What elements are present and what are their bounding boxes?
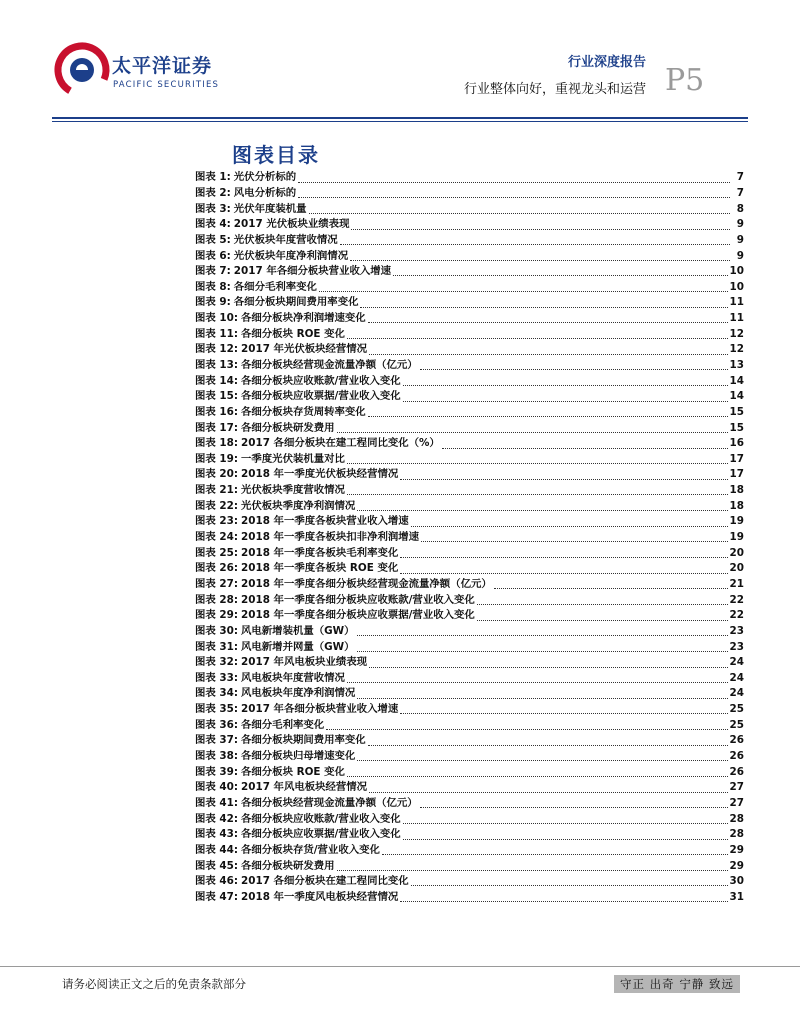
toc-entry-page: 9 (736, 233, 744, 246)
toc-leader-dots (403, 827, 728, 840)
toc-leader-dots (368, 404, 728, 417)
toc-entry-page: 11 (729, 296, 744, 309)
toc-entry-label: 图表 3: (195, 202, 231, 215)
toc-entry-page: 31 (729, 890, 744, 903)
toc-leader-dots (411, 514, 728, 527)
toc-leader-dots (357, 623, 728, 636)
toc-entry-text: 2018 年一季度各板块扣非净利润增速 (241, 531, 420, 544)
toc-entry-text: 各细分板块期间费用率变化 (233, 296, 359, 309)
toc-entry-text: 2017 年各细分板块营业收入增速 (233, 265, 392, 278)
toc-leader-dots (400, 561, 727, 574)
toc-entry-label: 图表 44: (195, 843, 239, 856)
toc-entry[interactable] (195, 248, 744, 264)
toc-entry-text: 各细分板块存货/营业收入变化 (241, 843, 380, 856)
toc-entry-label: 图表 23: (195, 515, 239, 528)
footer-motto: 守正 出奇 宁静 致远 (614, 975, 740, 993)
toc-entry-text: 各细分板块应收账款/营业收入变化 (241, 374, 401, 387)
toc-leader-dots (369, 655, 727, 668)
toc-entry-label: 图表 4: (195, 218, 231, 231)
toc-entry-page: 9 (736, 249, 744, 262)
toc-entry-page: 7 (736, 171, 744, 184)
toc-entry[interactable] (195, 827, 744, 843)
toc-entry[interactable] (195, 561, 744, 577)
toc-entry[interactable] (195, 170, 744, 186)
toc-entry-label: 图表 47: (195, 890, 239, 903)
toc-entry-page: 20 (729, 546, 744, 559)
toc-leader-dots (477, 608, 728, 621)
toc-entry-page: 12 (729, 343, 744, 356)
toc-entry-text: 光伏板块年度营收情况 (233, 233, 338, 246)
header-divider-thin (52, 121, 748, 122)
toc-entry[interactable] (195, 514, 744, 530)
toc-entry[interactable] (195, 186, 744, 202)
toc-entry-label: 图表 18: (195, 437, 239, 450)
toc-entry-text: 各细分板块应收票据/营业收入变化 (241, 828, 401, 841)
toc-entry-page: 19 (729, 515, 744, 528)
toc-entry-label: 图表 31: (195, 640, 239, 653)
toc-entry-page: 30 (729, 875, 744, 888)
footer-disclaimer: 请务必阅读正文之后的免责条款部分 (62, 977, 246, 991)
toc-entry-text: 各细分板块应收票据/营业收入变化 (241, 390, 401, 403)
toc-leader-dots (369, 780, 727, 793)
toc-entry-page: 15 (729, 421, 744, 434)
toc-entry-page: 28 (729, 812, 744, 825)
toc-entry[interactable] (195, 764, 744, 780)
toc-entry[interactable] (195, 264, 744, 280)
toc-entry-page: 21 (729, 577, 744, 590)
toc-entry[interactable] (195, 373, 744, 389)
toc-leader-dots (357, 686, 727, 699)
toc-leader-dots (400, 889, 727, 902)
toc-entry-text: 光伏板块季度净利润情况 (241, 499, 356, 512)
toc-entry[interactable] (195, 624, 744, 640)
toc-entry-text: 风电分析标的 (233, 186, 297, 199)
toc-entry[interactable] (195, 717, 744, 733)
toc-entry[interactable] (195, 311, 744, 327)
toc-entry-label: 图表 10: (195, 312, 239, 325)
toc-entry-page: 14 (729, 374, 744, 387)
toc-entry-page: 24 (729, 687, 744, 700)
toc-entry-label: 图表 1: (195, 171, 231, 184)
toc-leader-dots (403, 373, 728, 386)
toc-entry-page: 16 (729, 437, 744, 450)
toc-entry[interactable] (195, 577, 744, 593)
company-logo (52, 40, 112, 100)
toc-entry-label: 图表 12: (195, 343, 239, 356)
toc-entry[interactable] (195, 686, 744, 702)
toc-entry-text: 风电板块年度净利润情况 (241, 687, 356, 700)
toc-entry-text: 风电新增装机量（GW） (241, 624, 355, 637)
toc-entry[interactable] (195, 467, 744, 483)
toc-list (195, 170, 744, 905)
toc-entry-label: 图表 26: (195, 562, 239, 575)
toc-leader-dots (340, 232, 730, 245)
toc-entry-text: 光伏板块季度营收情况 (241, 484, 345, 497)
toc-entry-label: 图表 27: (195, 577, 239, 590)
toc-entry-text: 各细分板块存货周转率变化 (241, 405, 366, 418)
toc-entry-text: 各细分板块 ROE 变化 (241, 327, 345, 340)
toc-entry-text: 2017 年风电板块经营情况 (241, 781, 368, 794)
toc-entry-text: 2017 光伏板块业绩表现 (233, 218, 350, 231)
toc-leader-dots (420, 357, 728, 370)
toc-entry-page: 26 (729, 765, 744, 778)
toc-entry-text: 各细分板块归母增速变化 (241, 750, 356, 763)
toc-entry[interactable] (195, 608, 744, 624)
toc-entry[interactable] (195, 389, 744, 405)
toc-entry-label: 图表 38: (195, 750, 239, 763)
toc-leader-dots (347, 670, 728, 683)
toc-entry-page: 27 (729, 781, 744, 794)
toc-entry-page: 18 (729, 484, 744, 497)
toc-leader-dots (347, 326, 728, 339)
toc-leader-dots (382, 842, 728, 855)
toc-leader-dots (309, 201, 730, 214)
toc-entry[interactable] (195, 217, 744, 233)
toc-entry-text: 各细分板块应收账款/营业收入变化 (241, 812, 401, 825)
toc-entry-text: 各细分板块 ROE 变化 (241, 765, 345, 778)
toc-entry-label: 图表 33: (195, 671, 239, 684)
toc-entry-page: 27 (729, 796, 744, 809)
toc-entry[interactable] (195, 420, 744, 436)
toc-entry-page: 29 (729, 859, 744, 872)
toc-leader-dots (357, 639, 728, 652)
toc-entry[interactable] (195, 796, 744, 812)
toc-entry-label: 图表 20: (195, 468, 239, 481)
toc-leader-dots (494, 576, 728, 589)
toc-entry-label: 图表 19: (195, 452, 239, 465)
toc-entry-text: 各细分板块经营现金流量净额（亿元） (241, 359, 418, 371)
toc-entry-text: 一季度光伏装机量对比 (241, 452, 345, 465)
toc-leader-dots (368, 733, 728, 746)
toc-entry-page: 23 (729, 640, 744, 653)
toc-entry-page: 17 (729, 468, 744, 481)
toc-entry-text: 2018 年一季度各板块毛利率变化 (241, 546, 399, 559)
toc-entry-label: 图表 32: (195, 656, 239, 669)
toc-entry-text: 2018 年一季度各细分板块经营现金流量净额（亿元） (241, 577, 492, 590)
toc-entry-text: 各细分板块研发费用 (241, 859, 335, 872)
toc-entry-label: 图表 11: (195, 327, 239, 340)
header-divider (52, 117, 748, 119)
toc-leader-dots (393, 263, 728, 276)
toc-leader-dots (337, 420, 728, 433)
toc-leader-dots (350, 248, 730, 261)
toc-entry-text: 2017 各细分板块在建工程同比变化（%） (241, 437, 440, 450)
toc-leader-dots (357, 498, 727, 511)
toc-entry[interactable] (195, 780, 744, 796)
toc-entry[interactable] (195, 498, 744, 514)
report-type: 行业深度报告 (567, 55, 646, 70)
toc-entry-label: 图表 36: (195, 718, 239, 731)
toc-entry-page: 23 (729, 624, 744, 637)
toc-entry[interactable] (195, 483, 744, 499)
toc-entry-page: 8 (736, 202, 744, 215)
toc-entry[interactable] (195, 342, 744, 358)
toc-entry-label: 图表 30: (195, 624, 239, 637)
toc-entry-page: 24 (729, 671, 744, 684)
toc-leader-dots (403, 811, 728, 824)
toc-entry[interactable] (195, 811, 744, 827)
toc-leader-dots (400, 467, 727, 480)
toc-entry-label: 图表 6: (195, 249, 231, 262)
toc-entry-label: 图表 35: (195, 703, 239, 716)
toc-entry-label: 图表 25: (195, 546, 239, 559)
toc-entry[interactable] (195, 405, 744, 421)
toc-entry-page: 25 (729, 703, 744, 716)
toc-entry-page: 17 (729, 452, 744, 465)
brand-name-en: PACIFIC SECURITIES (113, 80, 220, 90)
toc-entry-text: 2018 年一季度各板块 ROE 变化 (241, 562, 399, 575)
toc-entry[interactable] (195, 858, 744, 874)
toc-entry[interactable] (195, 201, 744, 217)
toc-leader-dots (421, 529, 728, 542)
toc-entry-label: 图表 34: (195, 687, 239, 700)
toc-leader-dots (411, 873, 728, 886)
toc-entry-page: 22 (729, 593, 744, 606)
toc-leader-dots (326, 717, 727, 730)
toc-entry-text: 2018 年一季度光伏板块经营情况 (241, 468, 399, 481)
toc-entry[interactable] (195, 545, 744, 561)
toc-entry[interactable] (195, 530, 744, 546)
toc-entry-text: 2018 年一季度各细分板块应收账款/营业收入变化 (241, 593, 475, 606)
toc-entry-label: 图表 15: (195, 390, 239, 403)
toc-entry[interactable] (195, 592, 744, 608)
toc-entry-page: 22 (729, 609, 744, 622)
toc-entry-label: 图表 45: (195, 859, 239, 872)
toc-entry-text: 各细分板块研发费用 (241, 421, 335, 434)
toc-entry[interactable] (195, 295, 744, 311)
toc-entry-label: 图表 42: (195, 812, 239, 825)
toc-entry-label: 图表 21: (195, 484, 239, 497)
toc-entry-text: 2018 年一季度各细分板块应收票据/营业收入变化 (241, 609, 475, 622)
toc-entry-page: 7 (736, 186, 744, 199)
toc-entry-text: 2017 年风电板块业绩表现 (241, 656, 368, 669)
toc-leader-dots (420, 795, 728, 808)
page-number: P5 (665, 63, 705, 98)
report-subtitle: 行业整体向好，重视龙头和运营 (463, 82, 646, 97)
toc-entry-page: 10 (729, 280, 744, 293)
toc-leader-dots (337, 858, 728, 871)
toc-entry[interactable] (195, 326, 744, 342)
toc-entry-page: 9 (736, 218, 744, 231)
toc-entry-text: 各细分板块经营现金流量净额（亿元） (241, 796, 418, 809)
toc-entry-text: 2017 各细分板块在建工程同比变化 (241, 875, 409, 888)
toc-entry[interactable] (195, 358, 744, 374)
toc-leader-dots (400, 545, 727, 558)
toc-leader-dots (442, 436, 728, 449)
toc-entry-page: 25 (729, 718, 744, 731)
footer-divider (0, 966, 800, 967)
toc-entry-text: 各细分毛利率变化 (233, 280, 317, 293)
toc-entry-label: 图表 8: (195, 280, 231, 293)
toc-leader-dots (477, 592, 728, 605)
toc-entry-text: 风电新增并网量（GW） (241, 640, 355, 653)
toc-entry-label: 图表 43: (195, 828, 239, 841)
toc-leader-dots (298, 170, 730, 183)
toc-entry-page: 13 (729, 359, 744, 371)
toc-entry-text: 各细分板块净利润增速变化 (241, 312, 366, 325)
toc-leader-dots (347, 482, 728, 495)
toc-entry[interactable] (195, 671, 744, 687)
toc-entry[interactable] (195, 452, 744, 468)
toc-leader-dots (360, 295, 727, 308)
toc-entry[interactable] (195, 436, 744, 452)
toc-entry-label: 图表 28: (195, 593, 239, 606)
toc-leader-dots (351, 217, 730, 230)
toc-entry-text: 各细分板块期间费用率变化 (241, 734, 366, 747)
toc-entry-page: 28 (729, 828, 744, 841)
toc-leader-dots (347, 764, 728, 777)
toc-entry-label: 图表 41: (195, 796, 239, 809)
toc-entry-label: 图表 39: (195, 765, 239, 778)
toc-entry[interactable] (195, 639, 744, 655)
toc-entry[interactable] (195, 733, 744, 749)
toc-entry[interactable] (195, 702, 744, 718)
toc-entry-label: 图表 24: (195, 531, 239, 544)
toc-entry-page: 24 (729, 656, 744, 669)
toc-entry-text: 2017 年光伏板块经营情况 (241, 343, 368, 356)
toc-entry-label: 图表 46: (195, 875, 239, 888)
toc-entry-text: 2017 年各细分板块营业收入增速 (241, 703, 399, 716)
toc-entry-text: 光伏年度装机量 (233, 202, 307, 215)
toc-entry-page: 12 (729, 327, 744, 340)
toc-entry-page: 10 (729, 265, 744, 278)
toc-entry-label: 图表 40: (195, 781, 239, 794)
toc-leader-dots (369, 342, 727, 355)
toc-entry-text: 2018 年一季度各板块营业收入增速 (241, 515, 409, 528)
toc-entry-label: 图表 17: (195, 421, 239, 434)
toc-entry[interactable] (195, 233, 744, 249)
toc-title: 图表目录 (232, 143, 320, 167)
toc-entry-text: 光伏板块年度净利润情况 (233, 249, 349, 262)
toc-leader-dots (298, 185, 730, 198)
toc-leader-dots (319, 279, 728, 292)
toc-entry[interactable] (195, 874, 744, 890)
toc-entry-page: 11 (729, 312, 744, 325)
toc-leader-dots (368, 310, 728, 323)
toc-entry-text: 各细分毛利率变化 (241, 718, 325, 731)
toc-entry-label: 图表 16: (195, 405, 239, 418)
toc-entry-label: 图表 7: (195, 265, 231, 278)
toc-entry-label: 图表 14: (195, 374, 239, 387)
toc-entry-label: 图表 37: (195, 734, 239, 747)
toc-entry[interactable] (195, 749, 744, 765)
toc-leader-dots (400, 701, 727, 714)
toc-entry-label: 图表 22: (195, 499, 239, 512)
toc-entry-page: 26 (729, 750, 744, 763)
toc-entry-label: 图表 29: (195, 609, 239, 622)
toc-leader-dots (403, 389, 728, 402)
toc-entry-page: 29 (729, 843, 744, 856)
toc-entry-text: 光伏分析标的 (233, 171, 297, 184)
toc-entry-page: 19 (729, 531, 744, 544)
toc-entry-label: 图表 5: (195, 233, 231, 246)
toc-entry-page: 15 (729, 405, 744, 418)
toc-entry[interactable] (195, 655, 744, 671)
toc-entry[interactable] (195, 889, 744, 905)
toc-entry-page: 26 (729, 734, 744, 747)
toc-entry-label: 图表 2: (195, 186, 231, 199)
toc-entry-label: 图表 13: (195, 359, 239, 371)
toc-entry-page: 20 (729, 562, 744, 575)
brand-name-cn: 太平洋证券 (112, 55, 213, 77)
toc-leader-dots (347, 451, 728, 464)
toc-entry-page: 18 (729, 499, 744, 512)
toc-entry-label: 图表 9: (195, 296, 231, 309)
toc-entry-page: 14 (729, 390, 744, 403)
toc-entry-text: 风电板块年度营收情况 (241, 671, 345, 684)
toc-entry[interactable] (195, 279, 744, 295)
toc-entry[interactable] (195, 843, 744, 859)
toc-entry-text: 2018 年一季度风电板块经营情况 (241, 890, 399, 903)
toc-leader-dots (357, 748, 727, 761)
